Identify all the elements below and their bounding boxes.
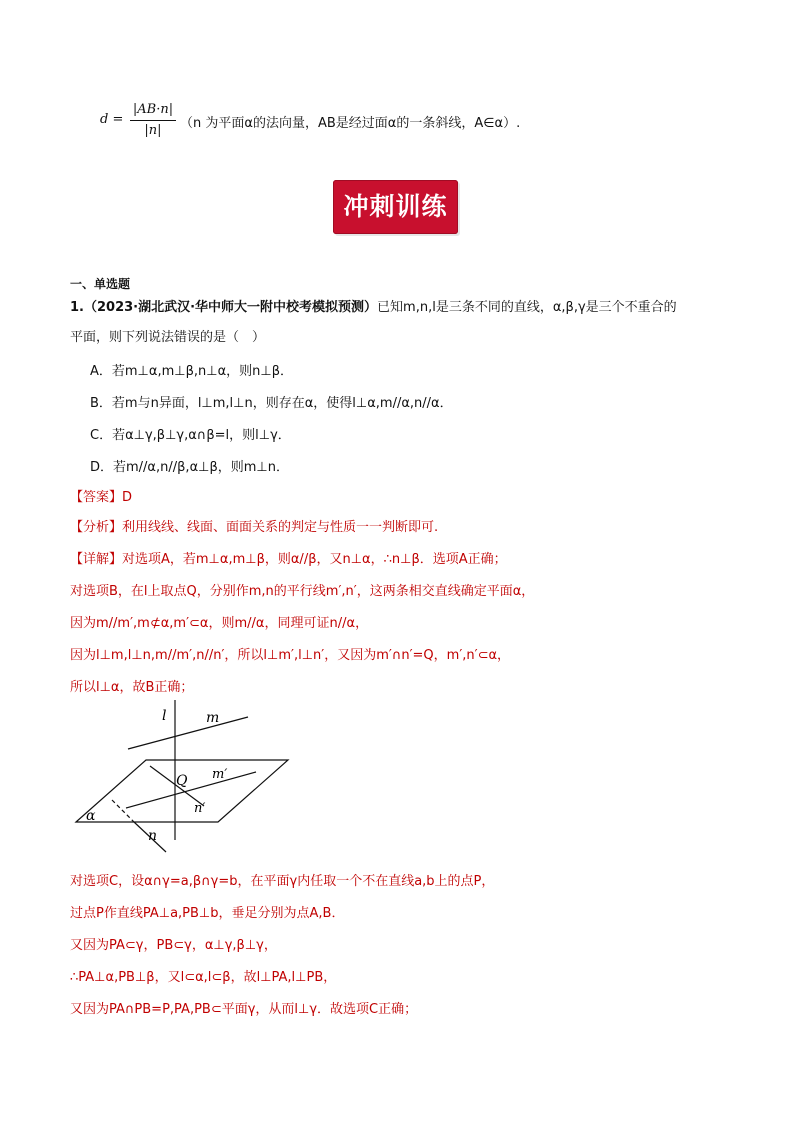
detail-c-line-4: ∴PA⊥α,PB⊥β，又l⊂α,l⊂β，故l⊥PA,l⊥PB， [70,970,337,985]
label-n-prime: n′ [194,801,206,816]
formula-note: （n 为平面α的法向量，AB是经过面α的一条斜线，A∈α）. [180,116,521,131]
option-b: B．若m与n异面，l⊥m,l⊥n，则存在α，使得l⊥α,m//α,n//α． [90,396,453,411]
question-1-line-1 [70,298,730,318]
question-source: （2023·湖北武汉·华中师大一附中校考模拟预测） [83,300,378,315]
geometry-figure [66,700,306,860]
detail-line-5: 所以l⊥α，故B正确； [70,680,194,695]
plane-alpha [76,760,288,822]
distance-formula [100,96,700,148]
section-title: 一、单选题 [70,277,131,291]
formula-numerator: |AB·n| [132,102,174,117]
line-m [128,717,248,749]
banner-text: 冲刺训练 [343,192,448,221]
label-m-prime: m′ [212,767,228,782]
sprint-training-banner [333,180,458,234]
detail-line-2: 对选项B，在l上取点Q，分别作m,n的平行线m′,n′，这两条相交直线确定平面α， [70,584,535,599]
detail-line-1: 【详解】对选项A，若m⊥α,m⊥β，则α//β，又n⊥α，∴n⊥β．选项A正确； [70,552,507,567]
label-alpha: α [86,808,96,824]
label-n: n [148,828,158,844]
fraction-bar [130,120,176,121]
detail-c-line-5: 又因为PA∩PB=P,PA,PB⊂平面γ，从而l⊥γ．故选项C正确； [70,1002,418,1017]
line-m-prime [126,772,256,808]
detail-c-line-3: 又因为PA⊂γ，PB⊂γ，α⊥γ,β⊥γ， [70,938,277,953]
answer: 【答案】D [70,490,133,505]
label-l: l [162,708,167,724]
detail-line-3: 因为m//m′,m⊄α,m′⊂α，则m//α，同理可证n//α， [70,616,369,631]
question-stem-2: 平面，则下列说法错误的是（ ） [70,330,266,345]
option-d: D．若m//α,n//β,α⊥β，则m⊥n． [90,460,289,475]
question-stem-1: 已知m,n,l是三条不同的直线，α,β,γ是三个不重合的 [377,300,677,315]
analysis: 【分析】利用线线、线面、面面关系的判定与性质一一判断即可. [70,520,439,535]
detail-line-4: 因为l⊥m,l⊥n,m//m′,n//n′，所以l⊥m′,l⊥n′，又因为m′∩n′=Q，m′,n′⊂α， [70,648,511,663]
label-m: m [206,710,220,726]
formula-lhs: d = [100,112,124,127]
line-n-hidden [112,800,134,822]
detail-c-line-1: 对选项C，设α∩γ=a,β∩γ=b，在平面γ内任取一个不在直线a,b上的点P， [70,874,495,889]
question-number: 1. [70,300,84,315]
detail-c-line-2: 过点P作直线PA⊥a,PB⊥b，垂足分别为点A,B． [70,906,345,921]
label-q: Q [176,773,188,789]
option-c: C．若α⊥γ,β⊥γ,α∩β=l，则l⊥γ． [90,428,291,443]
option-a: A．若m⊥α,m⊥β,n⊥α，则n⊥β． [90,364,293,379]
formula-denominator: |n| [144,123,162,138]
